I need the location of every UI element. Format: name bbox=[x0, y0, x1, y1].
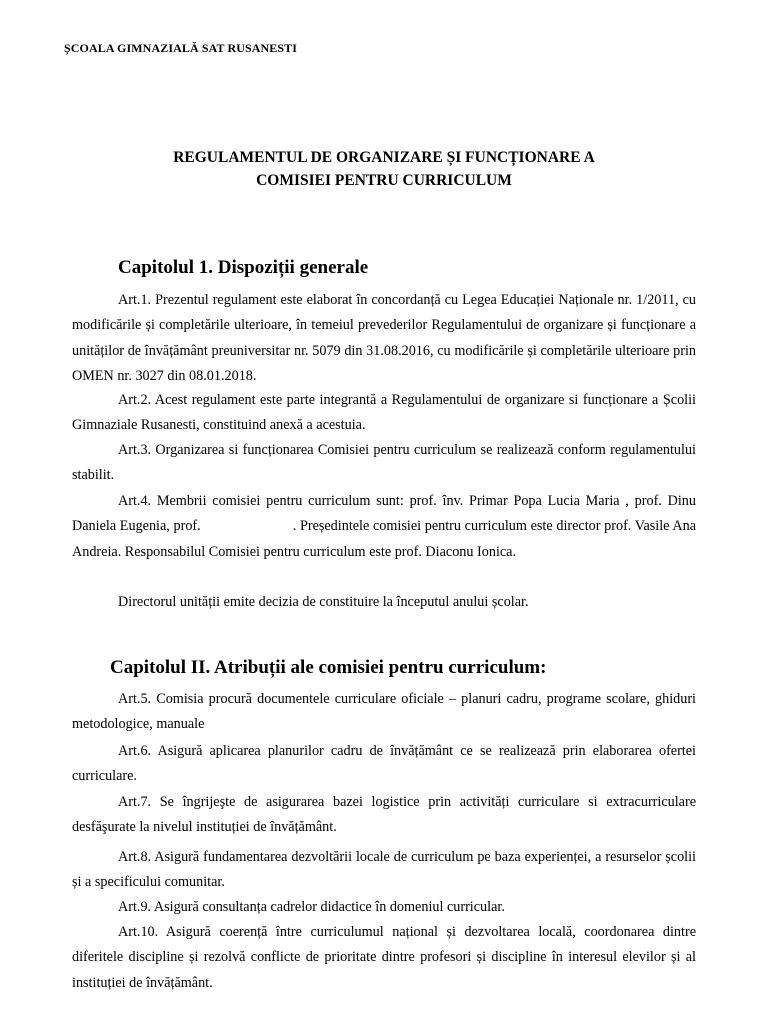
article-10: Art.10. Asigură coerență între curriculumul național și dezvoltarea locală, coordonarea dintre diferitele discipline și rezolvă conflicte de prioritate dintre profesori și discipline în interesul elevilor și al instituției de învățământ. bbox=[72, 924, 696, 991]
article-3: Art.3. Organizarea si funcționarea Comisiei pentru curriculum se realizează conform regulamentului stabilit. bbox=[72, 442, 696, 484]
article-7: Art.7. Se îngrijeşte de asigurarea bazei logistice prin activități curriculare si extracurriculare desfăşurate la nivelul instituției de învățământ. bbox=[72, 794, 696, 836]
document-title-line-2: COMISIEI PENTRU CURRICULUM bbox=[256, 172, 512, 189]
document-title bbox=[0, 146, 768, 192]
chapter-2-heading: Capitolul II. Atribuții ale comisiei pentru curriculum: bbox=[110, 657, 547, 678]
article-4-members: Art.4. Membrii comisiei pentru curriculum sunt: prof. înv. Primar Popa Lucia Maria , prof. Dinu Daniela Eugenia, prof. bbox=[72, 493, 696, 535]
article-5: Art.5. Comisia procură documentele curriculare oficiale – planuri cadru, programe scolare, ghiduri metodologice, manuale bbox=[72, 691, 696, 733]
document-title-line-1: REGULAMENTUL DE ORGANIZARE ȘI FUNCȚIONARE A bbox=[173, 149, 595, 166]
article-6: Art.6. Asigură aplicarea planurilor cadru de învățământ ce se realizează prin elaborarea ofertei curriculare. bbox=[72, 743, 696, 785]
article-9: Art.9. Asigură consultanța cadrelor didactice în domeniul curricular. bbox=[118, 899, 505, 915]
article-2: Art.2. Acest regulament este parte integrantă a Regulamentului de organizare si funcționare a Școlii Gimnaziale Rusanesti, constituind anexă a acestuia. bbox=[72, 392, 696, 434]
director-note: Directorul unității emite decizia de constituire la începutul anului școlar. bbox=[118, 594, 529, 610]
chapter-1-heading: Capitolul 1. Dispoziții generale bbox=[118, 257, 369, 278]
article-8: Art.8. Asigură fundamentarea dezvoltării locale de curriculum pe baza experienței, a resurselor școlii și a specificului comunitar. bbox=[72, 849, 696, 891]
article-4-president: . Președintele comisiei pentru curriculum este director prof. Vasile Ana Andreia. Responsabilul Comisiei pentru curriculum este prof. Diaconu Ionica. bbox=[72, 518, 696, 560]
article-1: Art.1. Prezentul regulament este elaborat în concordanță cu Legea Educației Naționale nr. 1/2011, cu modificările și completările ulterioare, în temeiul prevederilor Regulamentului de organizare și funcționare a unităților de învățământ preuniversitar nr. 5079 din 31.08.2016, cu modificările și completările ulterioare prin OMEN nr. 3027 din 08.01.2018. bbox=[72, 292, 696, 384]
article-4 bbox=[72, 489, 696, 565]
school-header: ȘCOALA GIMNAZIALĂ SAT RUSANESTI bbox=[64, 41, 298, 55]
